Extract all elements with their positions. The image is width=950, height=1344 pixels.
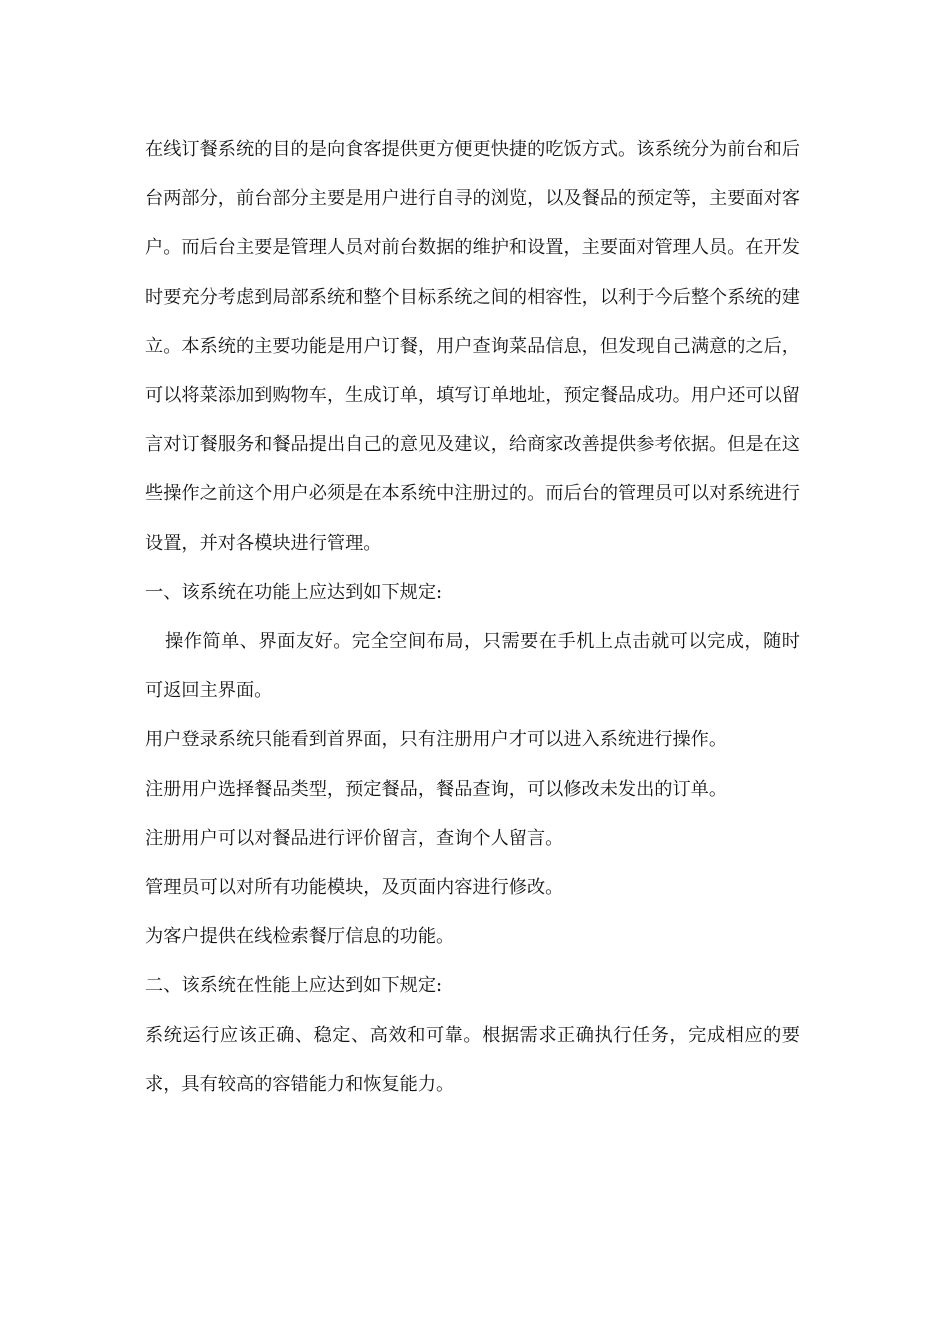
section1-heading: 一、该系统在功能上应达到如下规定:: [145, 581, 443, 603]
requirement-item-4: 注册用户可以对餐品进行评价留言，查询个人留言。: [145, 827, 564, 849]
document-body: [145, 125, 800, 1109]
requirement-item-1: 操作简单、界面友好。完全空间布局，只需要在手机上点击就可以完成，随时可返回主界面。: [145, 631, 800, 702]
performance-paragraph: 系统运行应该正确、稳定、高效和可靠。根据需求正确执行任务，完成相应的要求，具有较高的容错能力和恢复能力。: [145, 1024, 800, 1095]
intro-paragraph: 在线订餐系统的目的是向食客提供更方便更快捷的吃饭方式。该系统分为前台和后台两部分，前台部分主要是用户进行自寻的浏览，以及餐品的预定等，主要面对客户。而后台主要是管理人员对前台数据的维护和设置，主要面对管理人员。在开发时要充分考虑到局部系统和整个目标系统之间的相容性，以利于今后整个系统的建立。本系统的主要功能是用户订餐，用户查询菜品信息，但发现自己满意的之后，可以将菜添加到购物车，生成订单，填写订单地址，预定餐品成功。用户还可以留言对订餐服务和餐品提出自己的意见及建议，给商家改善提供参考依据。但是在这些操作之前这个用户必须是在本系统中注册过的。而后台的管理员可以对系统进行设置，并对各模块进行管理。: [145, 139, 800, 554]
section2-heading: 二、该系统在性能上应达到如下规定:: [145, 975, 443, 997]
requirement-item-6: 为客户提供在线检索餐厅信息的功能。: [145, 926, 455, 948]
requirement-item-3: 注册用户选择餐品类型，预定餐品，餐品查询，可以修改未发出的订单。: [145, 778, 728, 800]
requirement-item-2: 用户登录系统只能看到首界面，只有注册用户才可以进入系统进行操作。: [145, 729, 728, 751]
requirement-item-5: 管理员可以对所有功能模块，及页面内容进行修改。: [145, 877, 564, 899]
